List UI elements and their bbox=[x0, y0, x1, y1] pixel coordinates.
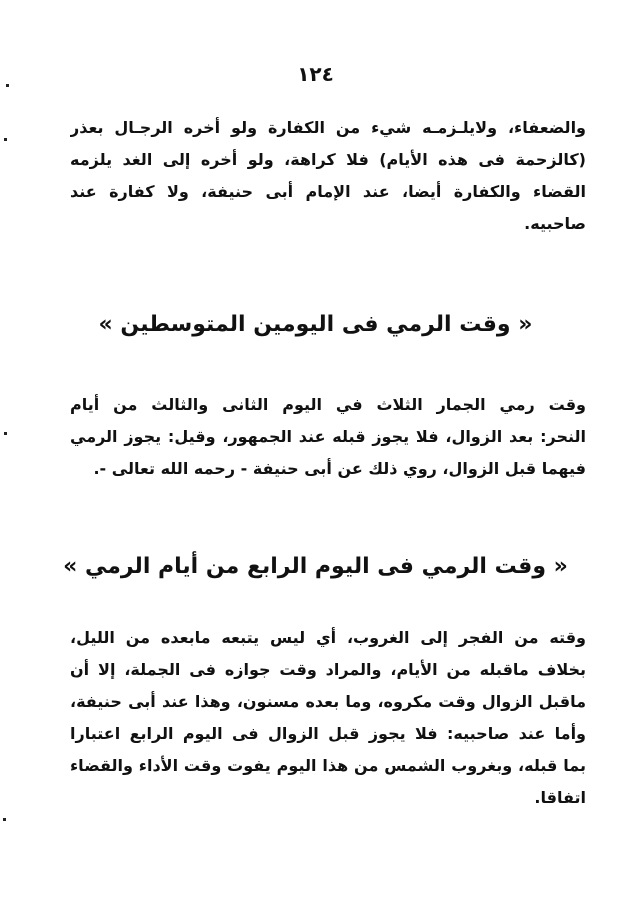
paragraph-line: القضاء والكفارة أيضا، عند الإمام أبى حنيفة، ولا كفارة عند bbox=[70, 182, 586, 201]
paragraph-line: وقت رمي الجمار الثلاث في اليوم الثانى والثالث من أيام bbox=[70, 395, 586, 414]
margin-dot bbox=[3, 818, 6, 821]
page-number: ١٢٤ bbox=[297, 62, 334, 86]
paragraph-2 bbox=[70, 389, 586, 485]
paragraph-line: والضعفاء، ولايلـزمـه شيء من الكفارة ولو أخره الرجـال بعذر bbox=[70, 118, 586, 137]
margin-dot bbox=[6, 84, 9, 87]
margin-dot bbox=[4, 138, 7, 141]
paragraph-3 bbox=[70, 622, 586, 814]
paragraph-line: النحر: بعد الزوال، فلا يجوز قبله عند الجمهور، وقيل: يجوز الرمي bbox=[70, 427, 586, 446]
paragraph-line: وقته من الفجر إلى الغروب، أي ليس يتبعه مابعده من الليل، bbox=[70, 628, 586, 647]
paragraph-line: بما قبله، وبغروب الشمس من هذا اليوم يفوت وقت الأداء والقضاء bbox=[70, 756, 586, 775]
paragraph-line: بخلاف ماقبله من الأيام، والمراد وقت جوازه فى الجملة، إلا أن bbox=[70, 660, 586, 679]
paragraph-line: وأما عند صاحبيه: فلا يجوز قبل الزوال فى اليوم الرابع اعتبارا bbox=[70, 724, 586, 743]
section-heading-2: « وقت الرمي فى اليوم الرابع من أيام الرمي » bbox=[63, 554, 568, 579]
paragraph-line: فيهما قبل الزوال، روي ذلك عن أبى حنيفة - رحمه الله تعالى -. bbox=[93, 459, 586, 478]
margin-dot bbox=[4, 432, 7, 435]
paragraph-line: صاحبيه. bbox=[524, 214, 586, 233]
paragraph-line: اتفاقا. bbox=[534, 788, 586, 807]
paragraph-1 bbox=[70, 112, 586, 240]
paragraph-line: ماقبل الزوال وقت مكروه، وما بعده مسنون، وهذا عند أبى حنيفة، bbox=[70, 692, 586, 711]
section-heading-1: « وقت الرمي فى اليومين المتوسطين » bbox=[98, 312, 533, 337]
paragraph-line: (كالزحمة فى هذه الأيام) فلا كراهة، ولو أخره إلى الغد يلزمه bbox=[70, 150, 586, 169]
